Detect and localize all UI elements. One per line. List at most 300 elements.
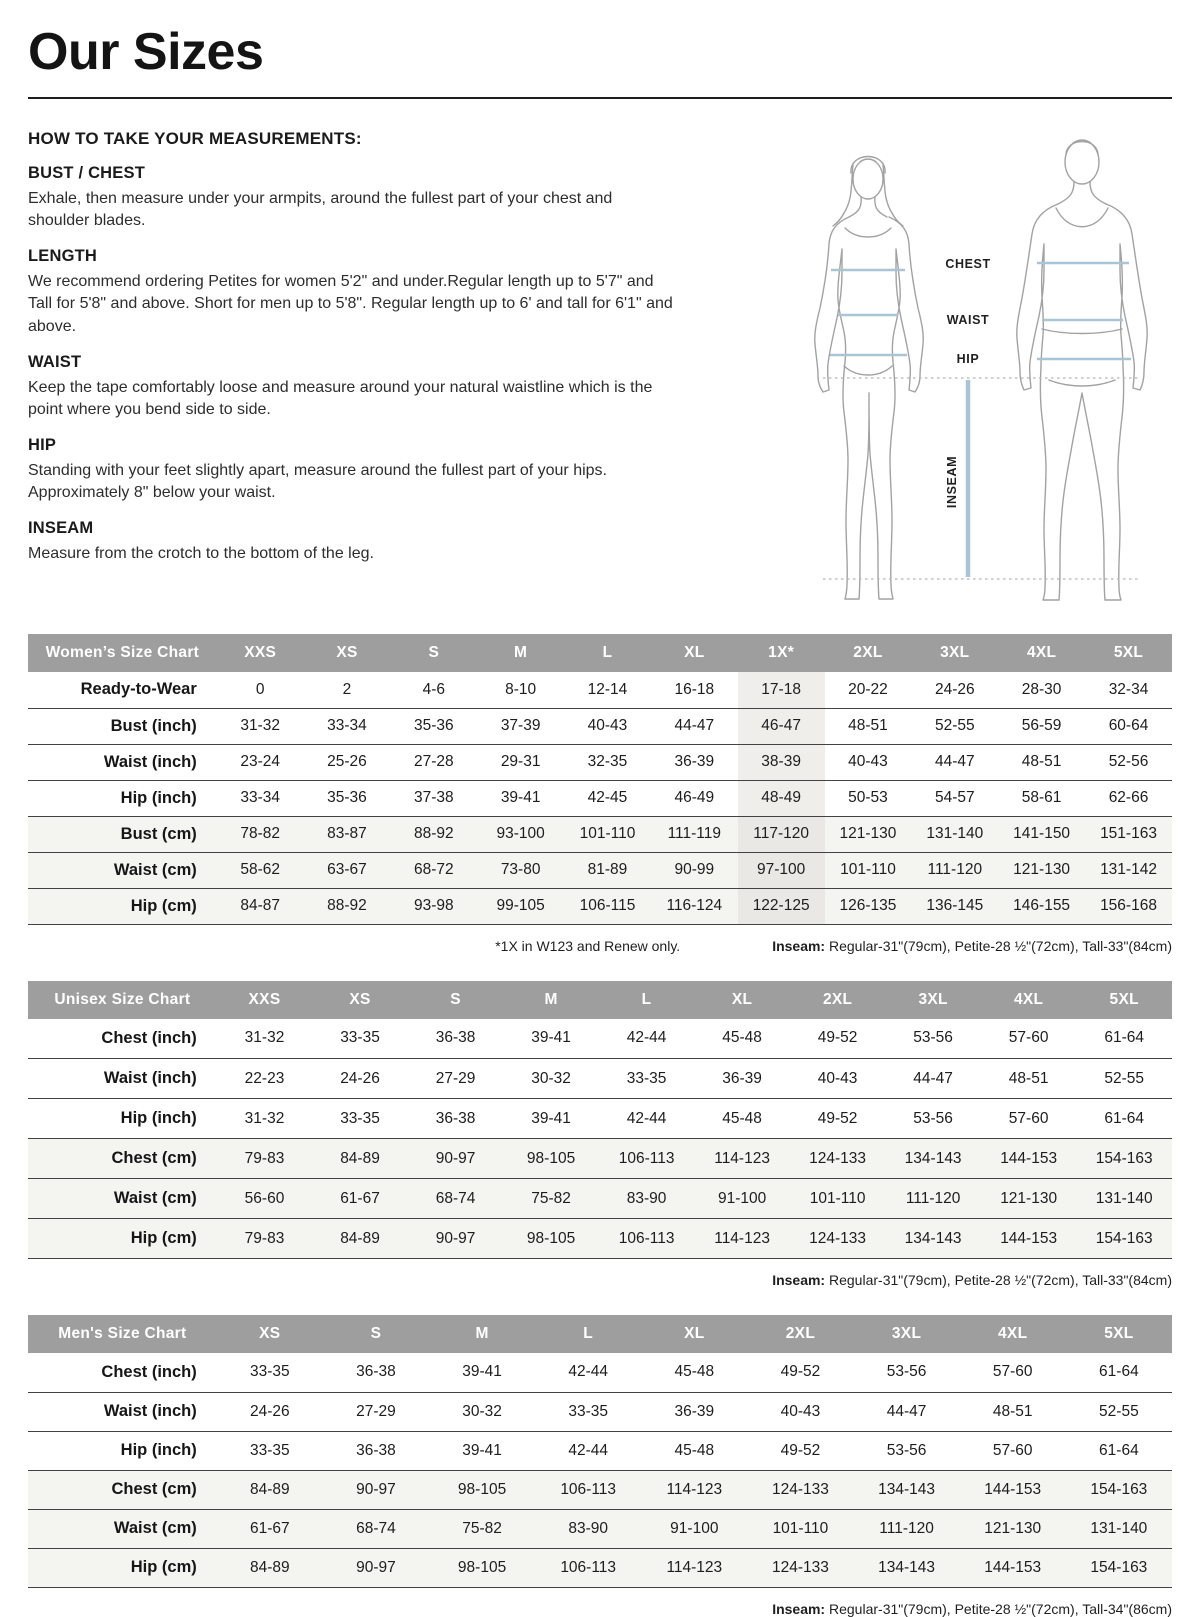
size-value: 61-64 — [1104, 1109, 1145, 1127]
row-label: Hip (inch) — [120, 1441, 197, 1460]
table-row — [28, 1353, 1172, 1392]
column-header: 5XL — [1066, 1315, 1172, 1353]
section-title: BUST / CHEST — [28, 164, 145, 183]
table-title: Unisex Size Chart — [28, 981, 217, 1019]
size-value: 61-67 — [312, 1179, 408, 1219]
title-divider — [28, 97, 1172, 99]
measurement-guide-zone — [28, 125, 1172, 607]
size-value: 39-41 — [531, 1109, 571, 1127]
table-row — [28, 672, 1172, 708]
size-value: 79-83 — [217, 1219, 313, 1259]
size-value: 73-80 — [477, 852, 564, 888]
size-value: 84-89 — [312, 1219, 408, 1259]
size-value: 56-60 — [217, 1179, 313, 1219]
table-row — [28, 852, 1172, 888]
size-value: 57-60 — [992, 1441, 1033, 1459]
size-value: 97-100 — [738, 852, 825, 888]
size-value: 44-47 — [886, 1402, 927, 1420]
size-value: 106-113 — [535, 1548, 641, 1587]
column-header: XS — [304, 634, 391, 672]
size-value: 144-153 — [960, 1548, 1066, 1587]
size-value: 28-30 — [1021, 680, 1062, 698]
size-value: 16-18 — [674, 680, 715, 698]
size-value: 101-110 — [564, 816, 651, 852]
size-value: 63-67 — [304, 852, 391, 888]
row-label: Hip (inch) — [120, 1109, 197, 1128]
size-value: 114-123 — [694, 1219, 790, 1259]
size-value: 124-133 — [747, 1470, 853, 1509]
row-label: Waist (inch) — [103, 1402, 197, 1421]
size-value: 91-100 — [641, 1509, 747, 1548]
size-value: 90-97 — [323, 1470, 429, 1509]
table-row — [28, 888, 1172, 924]
size-value: 12-14 — [587, 680, 628, 698]
size-value: 154-163 — [1076, 1139, 1172, 1179]
size-value: 27-28 — [413, 753, 454, 771]
size-value: 134-143 — [885, 1219, 981, 1259]
row-label: Chest (inch) — [101, 1362, 197, 1381]
size-value: 99-105 — [477, 888, 564, 924]
size-value: 61-64 — [1099, 1363, 1139, 1381]
size-value: 57-60 — [1008, 1109, 1049, 1127]
size-value: 50-53 — [848, 789, 888, 807]
table-row — [28, 780, 1172, 816]
column-header: 3XL — [911, 634, 998, 672]
size-value: 33-35 — [568, 1402, 609, 1420]
size-value: 24-26 — [340, 1069, 380, 1087]
size-value: 33-35 — [249, 1441, 290, 1459]
column-header: 3XL — [885, 981, 981, 1019]
waist-label: WAIST — [946, 313, 990, 328]
column-header: M — [477, 634, 564, 672]
section-length — [28, 247, 780, 337]
size-value: 101-110 — [747, 1509, 853, 1548]
size-value: 36-38 — [356, 1363, 396, 1381]
size-value: 58-61 — [1021, 789, 1062, 807]
unisex-size-table — [28, 981, 1172, 1260]
size-value: 111-119 — [651, 816, 738, 852]
size-value: 20-22 — [848, 680, 888, 698]
size-value: 37-39 — [500, 717, 541, 735]
footnote: *1X in W123 and Renew only. — [495, 937, 681, 954]
size-value: 60-64 — [1108, 717, 1149, 735]
table-title: Men's Size Chart — [28, 1315, 217, 1353]
size-value: 53-56 — [886, 1441, 927, 1459]
size-value: 154-163 — [1076, 1219, 1172, 1259]
size-value: 33-35 — [340, 1109, 380, 1127]
column-header: 2XL — [747, 1315, 853, 1353]
size-value: 31-32 — [240, 717, 280, 735]
size-value: 52-55 — [1104, 1069, 1145, 1087]
table-row — [28, 1179, 1172, 1219]
chest-label: CHEST — [945, 257, 991, 272]
size-value: 8-10 — [505, 680, 537, 698]
column-header: 2XL — [790, 981, 886, 1019]
column-header: 5XL — [1085, 634, 1172, 672]
row-label: Ready-to-Wear — [80, 680, 197, 699]
size-value: 31-32 — [244, 1109, 285, 1127]
size-value: 33-35 — [340, 1029, 380, 1047]
size-value: 48-49 — [738, 780, 825, 816]
column-header: S — [408, 981, 504, 1019]
womens-size-table — [28, 634, 1172, 925]
size-value: 44-47 — [674, 717, 715, 735]
size-value: 36-38 — [435, 1109, 476, 1127]
size-value: 33-34 — [327, 717, 367, 735]
size-value: 31-32 — [244, 1029, 285, 1047]
body-measurement-diagram — [780, 125, 1180, 607]
mens-size-table — [28, 1315, 1172, 1588]
column-header: XL — [694, 981, 790, 1019]
size-value: 48-51 — [1021, 753, 1062, 771]
size-value: 45-48 — [722, 1109, 762, 1127]
size-value: 27-29 — [435, 1069, 476, 1087]
size-value: 90-97 — [408, 1139, 504, 1179]
size-value: 75-82 — [429, 1509, 535, 1548]
size-value: 144-153 — [981, 1219, 1077, 1259]
size-value: 45-48 — [722, 1029, 762, 1047]
section-body: Keep the tape comfortably loose and measure around your natural waistline which is the point where you bend side to side. — [28, 378, 653, 418]
size-value: 68-74 — [408, 1179, 504, 1219]
size-value: 44-47 — [913, 1069, 953, 1087]
table-row — [28, 1019, 1172, 1059]
size-value: 48-51 — [1008, 1069, 1049, 1087]
size-value: 117-120 — [738, 816, 825, 852]
row-label: Chest (cm) — [28, 1470, 217, 1509]
size-value: 25-26 — [327, 753, 367, 771]
size-value: 146-155 — [998, 888, 1085, 924]
size-value: 83-87 — [304, 816, 391, 852]
size-value: 52-56 — [1108, 753, 1149, 771]
size-table — [28, 634, 1172, 925]
size-value: 39-41 — [531, 1029, 571, 1047]
size-table — [28, 981, 1172, 1260]
size-value: 30-32 — [462, 1402, 502, 1420]
size-value: 33-35 — [626, 1069, 667, 1087]
size-value: 61-64 — [1104, 1029, 1145, 1047]
size-value: 30-32 — [531, 1069, 571, 1087]
size-value: 53-56 — [913, 1109, 953, 1127]
size-value: 17-18 — [738, 672, 825, 708]
size-value: 36-39 — [674, 753, 715, 771]
row-label: Hip (cm) — [28, 1219, 217, 1259]
column-header: 4XL — [960, 1315, 1066, 1353]
size-value: 144-153 — [981, 1139, 1077, 1179]
size-value: 90-99 — [651, 852, 738, 888]
section-title: WAIST — [28, 352, 82, 371]
size-value: 57-60 — [992, 1363, 1033, 1381]
size-value: 49-52 — [780, 1441, 821, 1459]
size-value: 134-143 — [854, 1470, 960, 1509]
size-value: 36-39 — [722, 1069, 762, 1087]
table-row — [28, 1219, 1172, 1259]
size-value: 90-97 — [408, 1219, 504, 1259]
size-value: 48-51 — [848, 717, 888, 735]
section-body: Measure from the crotch to the bottom of the leg. — [28, 544, 374, 562]
row-label: Chest (inch) — [101, 1028, 197, 1047]
row-label: Waist (cm) — [28, 852, 217, 888]
unisex-size-chart — [28, 981, 1172, 1289]
size-value: 42-44 — [626, 1109, 667, 1127]
size-value: 49-52 — [780, 1363, 821, 1381]
size-value: 40-43 — [587, 717, 628, 735]
column-header: S — [323, 1315, 429, 1353]
size-value: 53-56 — [886, 1363, 927, 1381]
mens-size-chart — [28, 1315, 1172, 1617]
column-header: L — [599, 981, 695, 1019]
size-value: 79-83 — [217, 1139, 313, 1179]
size-value: 114-123 — [694, 1139, 790, 1179]
size-value: 35-36 — [413, 717, 454, 735]
column-header: XXS — [217, 634, 304, 672]
size-value: 54-57 — [934, 789, 975, 807]
table-row — [28, 816, 1172, 852]
size-value: 93-98 — [390, 888, 477, 924]
column-header: M — [429, 1315, 535, 1353]
how-to-measure — [28, 125, 780, 565]
size-value: 24-26 — [249, 1402, 290, 1420]
size-value: 42-45 — [587, 789, 628, 807]
table-row — [28, 1431, 1172, 1470]
footnote: Inseam: Regular-31"(79cm), Petite-28 ½"(72cm), Tall-33"(84cm) — [772, 937, 1172, 954]
size-value: 84-89 — [312, 1139, 408, 1179]
row-label: Waist (cm) — [28, 1179, 217, 1219]
size-value: 2 — [342, 680, 352, 698]
size-value: 90-97 — [323, 1548, 429, 1587]
size-value: 22-23 — [244, 1069, 285, 1087]
size-value: 68-72 — [390, 852, 477, 888]
size-value: 42-44 — [568, 1363, 609, 1381]
size-value: 61-64 — [1099, 1441, 1139, 1459]
size-value: 61-67 — [217, 1509, 323, 1548]
size-value: 37-38 — [413, 789, 454, 807]
column-header: M — [503, 981, 599, 1019]
size-value: 45-48 — [674, 1363, 715, 1381]
size-value: 36-38 — [435, 1029, 476, 1047]
size-value: 39-41 — [462, 1363, 502, 1381]
section-body: Exhale, then measure under your armpits, around the fullest part of your chest and shoulder blades. — [28, 190, 613, 230]
size-value: 156-168 — [1085, 888, 1172, 924]
column-header: XL — [641, 1315, 747, 1353]
size-value: 57-60 — [1008, 1029, 1049, 1047]
section-title: HIP — [28, 435, 57, 454]
row-label: Bust (inch) — [110, 716, 197, 735]
size-value: 84-89 — [217, 1548, 323, 1587]
size-value: 122-125 — [738, 888, 825, 924]
column-header: 4XL — [998, 634, 1085, 672]
size-value: 93-100 — [477, 816, 564, 852]
row-label: Bust (cm) — [28, 816, 217, 852]
size-value: 84-89 — [217, 1470, 323, 1509]
size-value: 33-35 — [249, 1363, 290, 1381]
column-header: 1X* — [738, 634, 825, 672]
size-value: 114-123 — [641, 1470, 747, 1509]
section-body: Standing with your feet slightly apart, measure around the fullest part of your hips. Approximately 8" below your waist. — [28, 461, 607, 501]
table-row — [28, 1139, 1172, 1179]
size-value: 144-153 — [960, 1470, 1066, 1509]
man-figure — [1017, 140, 1147, 600]
size-value: 111-120 — [885, 1179, 981, 1219]
size-value: 98-105 — [429, 1470, 535, 1509]
inseam-label: INSEAM — [945, 456, 959, 509]
size-value: 39-41 — [500, 789, 541, 807]
size-value: 131-140 — [1076, 1179, 1172, 1219]
size-value: 106-113 — [535, 1470, 641, 1509]
size-value: 111-120 — [854, 1509, 960, 1548]
size-value: 106-113 — [599, 1139, 695, 1179]
column-header: 2XL — [825, 634, 912, 672]
section-inseam — [28, 519, 780, 565]
size-value: 29-31 — [500, 753, 541, 771]
size-value: 32-35 — [587, 753, 628, 771]
womens-size-notes — [28, 938, 1172, 954]
size-value: 136-145 — [911, 888, 998, 924]
table-row — [28, 1059, 1172, 1099]
size-value: 83-90 — [535, 1509, 641, 1548]
size-value: 88-92 — [304, 888, 391, 924]
guide-heading: HOW TO TAKE YOUR MEASUREMENTS: — [28, 129, 362, 149]
column-header: L — [564, 634, 651, 672]
size-value: 106-113 — [599, 1219, 695, 1259]
table-row — [28, 1392, 1172, 1431]
column-header: 3XL — [854, 1315, 960, 1353]
row-label: Waist (inch) — [103, 752, 197, 771]
footnote: Inseam: Regular-31"(79cm), Petite-28 ½"(72cm), Tall-34"(86cm) — [772, 1600, 1172, 1617]
size-value: 40-43 — [817, 1069, 858, 1087]
size-value: 32-34 — [1108, 680, 1149, 698]
size-value: 36-38 — [356, 1441, 396, 1459]
size-value: 75-82 — [503, 1179, 599, 1219]
column-header: 4XL — [981, 981, 1077, 1019]
size-value: 91-100 — [694, 1179, 790, 1219]
row-label: Waist (inch) — [103, 1069, 197, 1088]
size-value: 81-89 — [564, 852, 651, 888]
hip-label: HIP — [956, 352, 980, 367]
size-value: 53-56 — [913, 1029, 953, 1047]
size-value: 124-133 — [790, 1139, 886, 1179]
size-value: 154-163 — [1066, 1470, 1172, 1509]
measurement-diagram-svg — [780, 127, 1180, 607]
column-header: XS — [217, 1315, 323, 1353]
size-value: 58-62 — [217, 852, 304, 888]
size-value: 78-82 — [217, 816, 304, 852]
size-value: 124-133 — [747, 1548, 853, 1587]
size-value: 131-142 — [1085, 852, 1172, 888]
size-value: 126-135 — [825, 888, 912, 924]
footnote: Inseam: Regular-31"(79cm), Petite-28 ½"(72cm), Tall-33"(84cm) — [772, 1272, 1172, 1289]
column-header: 5XL — [1076, 981, 1172, 1019]
size-value: 38-39 — [738, 744, 825, 780]
size-value: 49-52 — [817, 1109, 858, 1127]
womens-size-chart — [28, 634, 1172, 954]
size-value: 88-92 — [390, 816, 477, 852]
size-value: 62-66 — [1108, 789, 1149, 807]
section-title: INSEAM — [28, 518, 94, 537]
size-value: 40-43 — [848, 753, 888, 771]
table-row — [28, 708, 1172, 744]
row-label: Hip (inch) — [120, 788, 197, 807]
size-value: 84-87 — [217, 888, 304, 924]
table-title: Women’s Size Chart — [28, 634, 217, 672]
size-value: 121-130 — [998, 852, 1085, 888]
column-header: L — [535, 1315, 641, 1353]
section-title: LENGTH — [28, 247, 98, 266]
section-bust-chest — [28, 164, 780, 232]
size-value: 98-105 — [503, 1139, 599, 1179]
row-label: Hip (cm) — [28, 1548, 217, 1587]
row-label: Hip (cm) — [28, 888, 217, 924]
size-value: 49-52 — [817, 1029, 858, 1047]
size-value: 121-130 — [981, 1179, 1077, 1219]
size-value: 46-47 — [738, 708, 825, 744]
size-value: 33-34 — [240, 789, 280, 807]
size-value: 141-150 — [998, 816, 1085, 852]
size-value: 98-105 — [429, 1548, 535, 1587]
size-value: 134-143 — [854, 1548, 960, 1587]
size-value: 116-124 — [651, 888, 738, 924]
size-value: 68-74 — [323, 1509, 429, 1548]
size-value: 45-48 — [674, 1441, 715, 1459]
size-value: 35-36 — [327, 789, 367, 807]
size-value: 114-123 — [641, 1548, 747, 1587]
size-value: 48-51 — [992, 1402, 1033, 1420]
row-label: Chest (cm) — [28, 1139, 217, 1179]
unisex-size-notes — [28, 1272, 1172, 1288]
mens-size-notes — [28, 1601, 1172, 1617]
row-label: Waist (cm) — [28, 1509, 217, 1548]
column-header: XL — [651, 634, 738, 672]
size-value: 42-44 — [568, 1441, 609, 1459]
size-value: 42-44 — [626, 1029, 667, 1047]
section-hip — [28, 436, 780, 504]
section-body: We recommend ordering Petites for women 5'2" and under.Regular length up to 5'7" and Tall for 5'8" and above. Short for men up to 5'8". Regular length up to 6' and tall for 6'1" and above. — [28, 273, 673, 335]
size-value: 154-163 — [1066, 1548, 1172, 1587]
size-value: 40-43 — [780, 1402, 821, 1420]
size-value: 27-29 — [356, 1402, 396, 1420]
size-value: 131-140 — [911, 816, 998, 852]
column-header: XS — [312, 981, 408, 1019]
size-value: 101-110 — [790, 1179, 886, 1219]
size-value: 111-120 — [911, 852, 998, 888]
size-value: 106-115 — [564, 888, 651, 924]
size-value: 134-143 — [885, 1139, 981, 1179]
table-row — [28, 1099, 1172, 1139]
table-row — [28, 1470, 1172, 1509]
size-value: 83-90 — [599, 1179, 695, 1219]
size-value: 98-105 — [503, 1219, 599, 1259]
size-value: 36-39 — [674, 1402, 715, 1420]
size-value: 52-55 — [1099, 1402, 1139, 1420]
size-table — [28, 1315, 1172, 1588]
size-value: 23-24 — [240, 753, 280, 771]
size-value: 121-130 — [825, 816, 912, 852]
size-value: 4-6 — [422, 680, 446, 698]
size-value: 124-133 — [790, 1219, 886, 1259]
size-value: 151-163 — [1085, 816, 1172, 852]
table-row — [28, 744, 1172, 780]
size-value: 101-110 — [825, 852, 912, 888]
page-title: Our Sizes — [28, 23, 264, 81]
size-value: 56-59 — [1021, 717, 1062, 735]
size-value: 46-49 — [674, 789, 715, 807]
size-value: 0 — [255, 680, 265, 698]
size-value: 52-55 — [934, 717, 975, 735]
table-row — [28, 1548, 1172, 1587]
table-row — [28, 1509, 1172, 1548]
size-value: 39-41 — [462, 1441, 502, 1459]
size-value: 131-140 — [1066, 1509, 1172, 1548]
size-value: 24-26 — [934, 680, 975, 698]
